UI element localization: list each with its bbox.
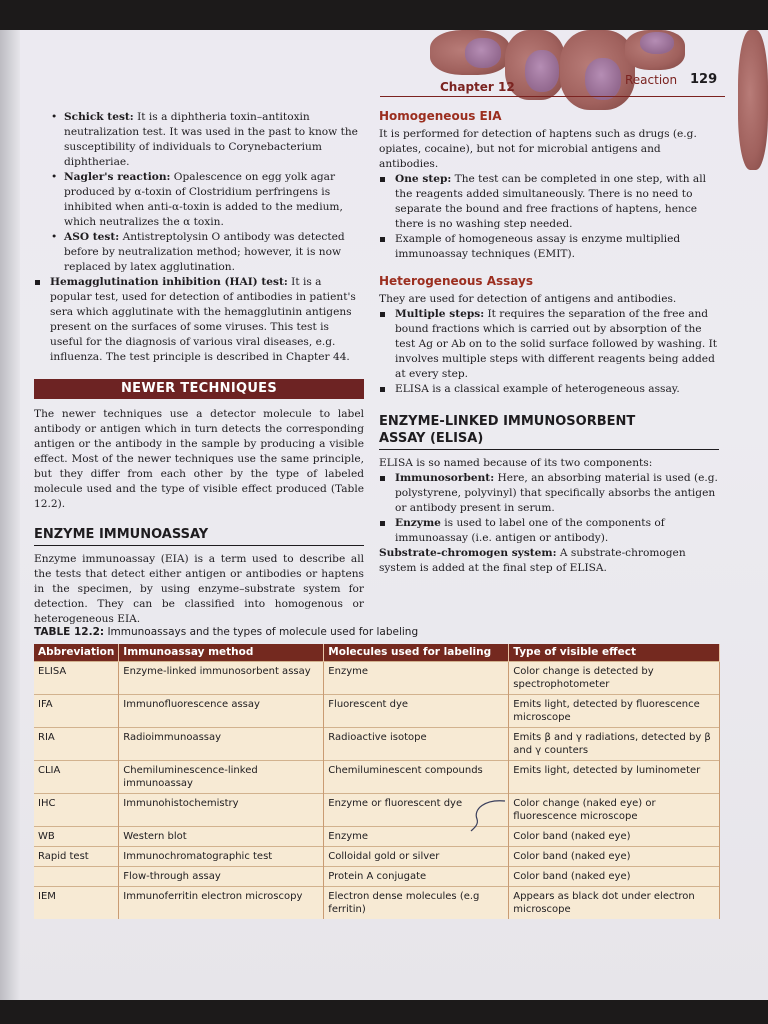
table-header-row [34, 644, 720, 662]
table-row [34, 867, 720, 887]
table-cell: Colloidal gold or silver [324, 847, 509, 867]
table-cell: Radioimmunoassay [119, 728, 324, 761]
section-banner: NEWER TECHNIQUES [34, 379, 364, 399]
paragraph: ELISA is so named because of its two components: [379, 457, 653, 469]
section-label: Reaction [625, 73, 678, 87]
table-cell: Appears as black dot under electron microscope [509, 887, 720, 920]
table-cell: Immunoferritin electron microscopy [119, 887, 324, 920]
list-item: One step: The test can be completed in one step, with all the reagents added simultaneously. There is no need to separate the bound and free fractions of haptens, hence there is no washing step needed. [379, 172, 719, 232]
section-heading [379, 413, 719, 430]
table-cell: CLIA [34, 761, 119, 794]
table-cell: Immunohistochemistry [119, 794, 324, 827]
list-item: • Nagler's reaction: Opalescence on egg yolk agar produced by α-toxin of Clostridium perfringens is inhibited when anti-α-toxin is added to the medium, which neutralizes the α toxin. [34, 170, 364, 230]
section-heading-line: ASSAY (ELISA) [379, 430, 719, 450]
table-cell: Electron dense molecules (e.g ferritin) [324, 887, 509, 920]
column-header: Molecules used for labeling [324, 644, 509, 662]
table-cell: ELISA [34, 662, 119, 695]
list-item: Example of homogeneous assay is enzyme multiplied immunoassay techniques (EMIT). [379, 232, 719, 262]
left-column [34, 110, 364, 627]
header-rule [380, 96, 725, 97]
column-header: Abbreviation [34, 644, 119, 662]
section-heading-line: ENZYME-LINKED IMMUNOSORBENT [379, 414, 636, 429]
table-row [34, 827, 720, 847]
paragraph: The newer techniques use a detector molecule to label antibody or antigen which in turn detects the corresponding antigen or the antibody in the sample by producing a visible effect. Most of the newer techniques use the same principle, but they differ from each other by the type of labeled molecule used and the type of visible effect produced (Table 12.2). [34, 408, 364, 510]
table-cell: Emits light, detected by luminometer [509, 761, 720, 794]
immunoassay-table [34, 644, 720, 919]
table-cell: Rapid test [34, 847, 119, 867]
table-row [34, 662, 720, 695]
subsection-heading: Homogeneous EIA [379, 109, 502, 123]
paragraph: They are used for detection of antigens and antibodies. [379, 293, 677, 305]
pen-mark [465, 795, 525, 835]
table-row [34, 695, 720, 728]
column-header: Type of visible effect [509, 644, 720, 662]
table-cell: IHC [34, 794, 119, 827]
list-item: • ASO test: Antistreptolysin O antibody was detected before by neutralization method; however, it is now replaced by latex agglutination. [34, 230, 364, 275]
table-cell: Fluorescent dye [324, 695, 509, 728]
table-cell: Color change (naked eye) or fluorescence microscope [509, 794, 720, 827]
subsection-heading: Heterogeneous Assays [379, 274, 534, 288]
page-number: 129 [690, 72, 718, 87]
table-row [34, 728, 720, 761]
list-item: Immunosorbent: Here, an absorbing material is used (e.g. polystyrene, polyvinyl) that specifically absorbs the antigen or antibody present in serum. [379, 471, 719, 516]
table-cell: Enzyme [324, 662, 509, 695]
list-item: ELISA is a classical example of heterogeneous assay. [379, 382, 719, 397]
heterogeneous-list [379, 307, 719, 397]
table-row [34, 761, 720, 794]
table-cell: Enzyme or fluorescent dye [324, 794, 509, 827]
table-cell: Enzyme [324, 827, 509, 847]
table-row [34, 847, 720, 867]
list-item: Multiple steps: It requires the separation of the free and bound fractions which is carried out by absorption of the test Ag or Ab on to the solid surface followed by washing. It involves multiple steps with different reagents being added at every step. [379, 307, 719, 382]
table-cell: Color change is detected by spectrophotometer [509, 662, 720, 695]
table-body [34, 662, 720, 920]
neutralization-list [34, 110, 364, 365]
table-cell: Emits β and γ radiations, detected by β and γ counters [509, 728, 720, 761]
table-row [34, 887, 720, 920]
table-cell: Immunochromatographic test [119, 847, 324, 867]
table-caption: TABLE 12.2: Immunoassays and the types of molecule used for labeling [34, 626, 419, 638]
table-cell [34, 867, 119, 887]
table-cell: Chemiluminescent compounds [324, 761, 509, 794]
table-cell: Color band (naked eye) [509, 827, 720, 847]
table-row [34, 794, 720, 827]
table-cell: Enzyme-linked immunosorbent assay [119, 662, 324, 695]
table-cell: IEM [34, 887, 119, 920]
table-cell: Color band (naked eye) [509, 847, 720, 867]
paragraph: It is performed for detection of haptens such as drugs (e.g. opiates, cocaine), but not for microbial antigens and antibodies. [379, 128, 697, 170]
table-cell: Protein A conjugate [324, 867, 509, 887]
table-cell: Radioactive isotope [324, 728, 509, 761]
table-cell: Western blot [119, 827, 324, 847]
table-cell: IFA [34, 695, 119, 728]
table-cell: Emits light, detected by fluorescence microscope [509, 695, 720, 728]
table-cell: RIA [34, 728, 119, 761]
table-cell: Flow-through assay [119, 867, 324, 887]
chapter-label: Chapter 12 [440, 80, 515, 94]
table-cell: Immunofluorescence assay [119, 695, 324, 728]
column-header: Immunoassay method [119, 644, 324, 662]
list-item: Enzyme is used to label one of the components of immunoassay (i.e. antigen or antibody). [379, 516, 719, 546]
elisa-list [379, 471, 719, 546]
table-cell: Chemiluminescence-linked immunoassay [119, 761, 324, 794]
table-cell: WB [34, 827, 119, 847]
section-heading: ENZYME IMMUNOASSAY [34, 526, 364, 546]
table-cell: Color band (naked eye) [509, 867, 720, 887]
book-spine-shadow [0, 30, 20, 1000]
list-item: • Schick test: It is a diphtheria toxin–antitoxin neutralization test. It was used in the past to know the susceptibility of individuals to Corynebacterium diphtheriae. [34, 110, 364, 170]
list-item: Hemagglutination inhibition (HAI) test: It is a popular test, used for detection of antibodies in patient's sera which agglutinate with the hemagglutinin antigens present on the surfaces of some viruses. This test is useful for the diagnosis of various viral diseases, e.g. influenza. The test principle is described in Chapter 44. [34, 275, 364, 365]
homogeneous-list [379, 172, 719, 262]
paragraph: Enzyme immunoassay (EIA) is a term used to describe all the tests that detect either antigen or antibodies or haptens in the specimen, by using enzyme–substrate system for detection. They can be classified into homogenous or heterogeneous EIA. [34, 553, 364, 625]
right-column [379, 107, 719, 576]
paragraph: Substrate-chromogen system: A substrate-chromogen system is added at the final step of ELISA. [379, 547, 686, 574]
